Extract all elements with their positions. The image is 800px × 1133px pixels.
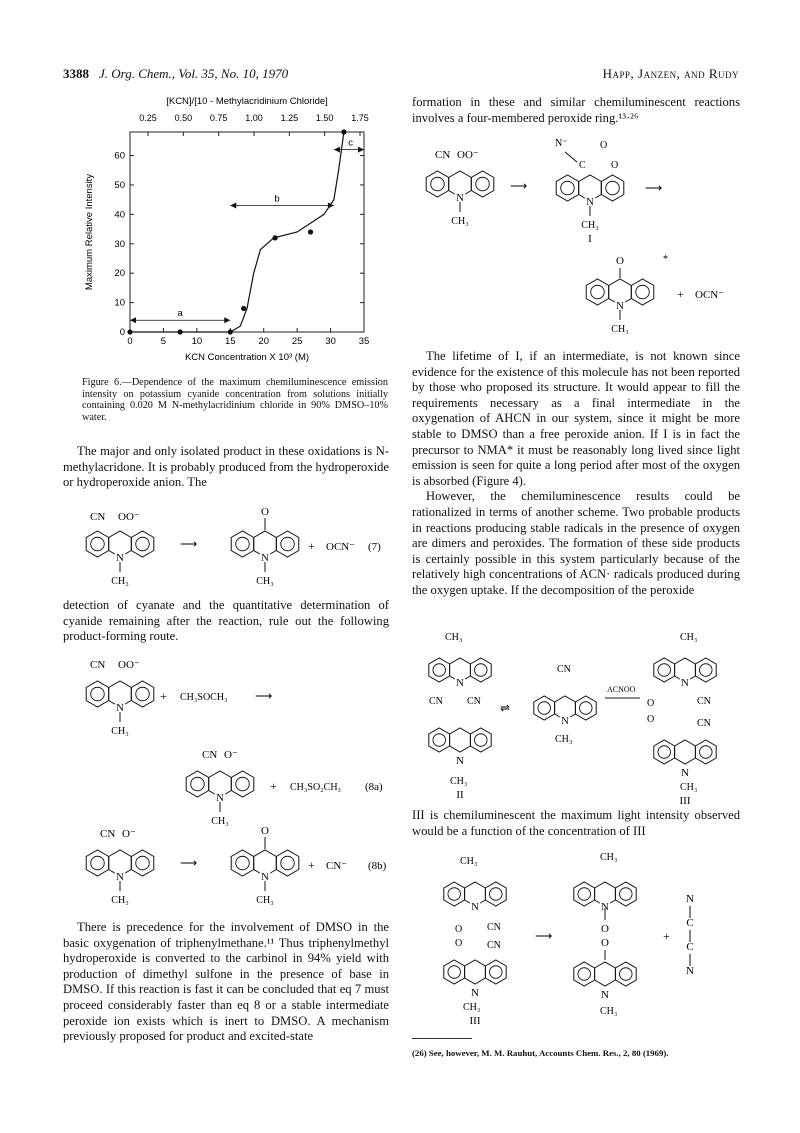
cyanide-label: CN⁻ <box>326 860 348 872</box>
paragraph: The major and only isolated product in these oxidations is N-methylacridone. It is probably produced from the hydroperoxide or hydroperoxide anion. The <box>63 444 389 490</box>
x-tick-label: 20 <box>258 336 270 347</box>
y-tick-label: 40 <box>114 209 125 221</box>
cn-label: CN <box>487 922 501 933</box>
ring <box>186 771 209 797</box>
y-tick-label: 10 <box>114 297 125 309</box>
arrow-head <box>130 317 136 323</box>
paragraph: detection of cyanate and the quantitative determination of cyanide remaining after the reaction, rule out the following product-forming route. <box>63 598 389 644</box>
n-minus-label: N⁻ <box>555 138 568 149</box>
page-number: 3388 <box>63 66 89 81</box>
aromatic-circle <box>538 702 550 714</box>
cn-label: CN <box>90 511 106 523</box>
cyanogen-atom: N <box>686 965 694 977</box>
cn-label: CN <box>487 940 501 951</box>
methyl-label: CH₃ <box>680 632 698 643</box>
data-point <box>127 329 132 334</box>
oxygen-label: O <box>601 937 609 949</box>
oxygen-label: O <box>616 255 624 267</box>
ring <box>556 175 579 201</box>
methyl-label: CH₃ <box>111 895 129 906</box>
nitrogen-label: N <box>616 300 624 312</box>
author-header: Happ, Janzen, and Rudy <box>602 66 739 81</box>
ring <box>429 728 450 752</box>
ring <box>444 882 465 906</box>
equation-number: (8b) <box>368 860 387 872</box>
methyl-label: CH₃ <box>555 734 573 745</box>
cn-label: CN <box>697 696 711 707</box>
oxygen-label: O <box>261 825 269 837</box>
aromatic-circle <box>236 777 250 791</box>
left-para-1 <box>63 444 389 491</box>
equation-7 <box>60 506 400 591</box>
cyanate-label: OCN⁻ <box>695 289 725 301</box>
aromatic-circle <box>580 702 592 714</box>
ring <box>131 681 154 707</box>
methyl-label: CH₃ <box>600 852 618 863</box>
oxygen-label: O <box>261 506 269 518</box>
aromatic-circle <box>236 537 250 551</box>
range-label: c <box>348 137 354 149</box>
aromatic-circle <box>433 664 445 676</box>
reaction-arrow: ⟶ <box>255 689 273 703</box>
x-axis-label: KCN Concentration X 10³ (M) <box>184 352 310 363</box>
peroxide-label: OO⁻ <box>118 659 140 671</box>
compound-label: III <box>679 795 691 807</box>
ring <box>426 171 449 197</box>
journal-citation: J. Org. Chem., Vol. 35, No. 10, 1970 <box>99 66 289 81</box>
nitrogen-label: N <box>116 552 124 564</box>
ring <box>470 658 491 682</box>
top-tick-label: 1.50 <box>315 113 334 123</box>
oxygen-label: O <box>647 714 655 725</box>
ring <box>615 962 636 986</box>
ring <box>485 882 506 906</box>
top-tick-label: 1.25 <box>280 113 299 123</box>
cn-label: CN <box>100 828 116 840</box>
ring <box>429 658 450 682</box>
nitrogen-label: N <box>216 792 224 804</box>
equilibrium-arrow: ⇌ <box>500 701 511 715</box>
plus-sign: + <box>677 287 684 301</box>
cn-label: CN <box>435 149 451 161</box>
y-tick-label: 50 <box>114 179 125 191</box>
right-para-1 <box>412 95 740 126</box>
methyl-label: CH₃ <box>256 576 274 587</box>
range-label: b <box>274 193 280 205</box>
aromatic-circle <box>620 968 632 980</box>
ring <box>654 658 675 682</box>
arrow-head <box>230 203 236 209</box>
ring <box>276 531 299 557</box>
sulfone-label: CH₃SO₂CH₃ <box>290 782 342 793</box>
top-tick-label: 0.75 <box>209 113 228 123</box>
ring <box>231 531 254 557</box>
ring <box>675 740 696 764</box>
nitrogen-label: N <box>681 677 689 689</box>
running-header <box>63 66 739 86</box>
data-point <box>308 229 313 234</box>
nitrogen-label: N <box>601 901 609 913</box>
aromatic-circle <box>658 746 670 758</box>
oxide-label: O⁻ <box>122 828 136 840</box>
ring <box>231 850 254 876</box>
compound-label: I <box>588 233 592 245</box>
data-point <box>228 329 233 334</box>
aromatic-circle <box>136 537 150 551</box>
oxygen-label: O <box>455 938 463 949</box>
methyl-label: CH₃ <box>211 816 229 827</box>
ring <box>86 850 109 876</box>
compound-label: II <box>456 789 464 801</box>
ring <box>465 960 486 984</box>
aromatic-circle <box>191 777 205 791</box>
methyl-label: CH₃ <box>256 895 274 906</box>
ring <box>595 962 616 986</box>
dmso-label: CH₃SOCH₃ <box>180 692 228 703</box>
ring <box>586 279 609 305</box>
aromatic-circle <box>591 285 605 299</box>
left-para-2 <box>63 598 389 645</box>
ring <box>695 740 716 764</box>
ring <box>450 728 471 752</box>
y-tick-label: 0 <box>119 327 125 338</box>
aromatic-circle <box>136 856 150 870</box>
arrow-head <box>224 317 230 323</box>
oxygen-label: O <box>647 698 655 709</box>
triple-bond <box>565 152 577 162</box>
ring <box>276 850 299 876</box>
aromatic-circle <box>431 177 445 191</box>
oxygen-label: O <box>601 923 609 935</box>
aromatic-circle <box>636 285 650 299</box>
nitrogen-label: N <box>456 192 464 204</box>
data-point <box>178 329 183 334</box>
plus-sign: + <box>308 539 315 553</box>
footnote: (26) See, however, M. M. Rauhut, Accounts Chem. Res., 2, 80 (1969). <box>412 1048 669 1058</box>
right-para-4 <box>412 808 740 839</box>
nitrogen-label: N <box>456 755 464 767</box>
paragraph: However, the chemiluminescence results could be rationalized in terms of another scheme. Two probable products in reactions producing stable radicals in the presence of oxygen are dimers and peroxides. The formation of these side products is certainly possible in this system particularly because of the relatively high concentrations of ACN· radicals produced during the oxygen uptake. If the decomposition of the peroxide <box>412 489 740 597</box>
ring <box>574 962 595 986</box>
methyl-label: CH₃ <box>445 632 463 643</box>
top-tick-label: 0.25 <box>139 113 157 123</box>
paragraph: III is chemiluminescent the maximum light intensity observed would be a function of the concentration of III <box>412 808 740 838</box>
scheme-dimer-peroxide <box>405 630 745 810</box>
cn-label: CN <box>90 659 106 671</box>
acnoo-label: ACNOO <box>607 685 636 694</box>
y-tick-label: 30 <box>114 238 125 250</box>
aromatic-circle <box>475 734 487 746</box>
methyl-label: CH₃ <box>111 726 129 737</box>
ring <box>485 960 506 984</box>
nitrogen-label: N <box>601 989 609 1001</box>
methyl-label: CH₃ <box>581 220 599 231</box>
aromatic-circle <box>578 888 590 900</box>
left-para-3 <box>63 920 389 1045</box>
aromatic-circle <box>91 687 105 701</box>
nitrogen-label: N <box>561 715 569 727</box>
oxygen-label: O <box>455 924 463 935</box>
top-tick-label: 1.00 <box>245 113 263 123</box>
cn-label: CN <box>467 696 481 707</box>
oxygen-label: O <box>611 160 619 171</box>
methyl-label: CH₃ <box>111 576 129 587</box>
y-axis-label: Maximum Relative Intensity <box>84 173 95 291</box>
reaction-arrow: ⟶ <box>645 181 663 195</box>
y-tick-label: 60 <box>114 150 125 162</box>
compound-label: III <box>469 1015 481 1027</box>
figure-caption: Figure 6.—Dependence of the maximum chemiluminescence emission intensity on potassium cyanide concentration from solutions initially containing 0.020 M N-methylacridinium chloride in 90% DMSO–10% water. <box>82 377 388 423</box>
footnote-rule <box>412 1038 472 1039</box>
aromatic-circle <box>620 888 632 900</box>
equation-number: (8a) <box>365 781 383 793</box>
x-tick-label: 15 <box>224 336 236 347</box>
data-point <box>272 235 277 240</box>
oxide-label: O⁻ <box>224 749 238 761</box>
ring <box>131 531 154 557</box>
arrow-head <box>334 147 340 153</box>
x-tick-label: 0 <box>127 336 133 347</box>
aromatic-circle <box>476 177 490 191</box>
ring <box>471 171 494 197</box>
cyanate-label: OCN⁻ <box>326 541 356 553</box>
methyl-label: CH₃ <box>463 1002 481 1013</box>
aromatic-circle <box>433 734 445 746</box>
nitrogen-label: N <box>261 552 269 564</box>
peroxide-label: OO⁻ <box>118 511 140 523</box>
cn-label: CN <box>557 664 571 675</box>
reaction-arrow: ⟶ <box>180 537 198 551</box>
x-tick-label: 5 <box>160 336 167 347</box>
aromatic-circle <box>658 664 670 676</box>
methyl-label: CH₃ <box>450 776 468 787</box>
plus-sign: + <box>663 929 670 943</box>
reaction-arrow: ⟶ <box>180 856 198 870</box>
peroxide-label: OO⁻ <box>457 149 479 161</box>
ring <box>631 279 654 305</box>
cn-label: CN <box>429 696 443 707</box>
aromatic-circle <box>700 664 712 676</box>
ring <box>86 531 109 557</box>
equation-8a <box>60 650 400 840</box>
nitrogen-label: N <box>471 987 479 999</box>
reaction-arrow: ⟶ <box>510 179 528 193</box>
aromatic-circle <box>136 687 150 701</box>
ring <box>654 740 675 764</box>
aromatic-circle <box>606 181 620 195</box>
paragraph: formation in these and similar chemiluminescent reactions involves a four-membered peroxide ring.¹³·²⁶ <box>412 95 740 125</box>
nitrogen-label: N <box>471 901 479 913</box>
aromatic-circle <box>561 181 575 195</box>
cn-label: CN <box>202 749 218 761</box>
x-tick-label: 10 <box>191 336 203 347</box>
scheme-four-membered-ring <box>405 132 745 357</box>
data-point <box>341 129 346 134</box>
cyanogen-atom: N <box>686 893 694 905</box>
aromatic-circle <box>448 888 460 900</box>
aromatic-circle <box>91 537 105 551</box>
top-tick-label: 1.75 <box>351 113 369 123</box>
methyl-label: CH₃ <box>611 324 629 335</box>
nitrogen-label: N <box>681 767 689 779</box>
paragraph: There is precedence for the involvement of DMSO in the basic oxygenation of triphenylmethane.¹¹ Thus triphenylmethyl hydroperoxide is converted to the carbinol in 94% yield with production of dimethyl sulfone in the presence of base in DMSO. If this reaction is fast it can be concluded that eq 7 must proceed considerably faster than eq 8 or a stable intermediate peroxide ion exists which is inert to DMSO. A mechanism previously proposed for product and excited-state <box>63 920 389 1044</box>
x-tick-label: 30 <box>325 336 336 347</box>
nitrogen-label: N <box>586 196 594 208</box>
aromatic-circle <box>448 966 460 978</box>
nitrogen-label: N <box>456 677 464 689</box>
right-para-2 <box>412 349 740 599</box>
ring <box>470 728 491 752</box>
cyanogen-atom: C <box>686 941 694 953</box>
ring <box>444 960 465 984</box>
top-axis-label: [KCN]/[10 - Methylacridinium Chloride] <box>166 96 328 107</box>
plus-sign: + <box>160 689 167 703</box>
methyl-label: CH₃ <box>680 782 698 793</box>
oxygen-label: O <box>600 140 608 151</box>
nitrogen-label: N <box>116 702 124 714</box>
x-tick-label: 35 <box>358 336 370 347</box>
cyanogen-atom: C <box>686 917 694 929</box>
methyl-label: CH₃ <box>600 1006 618 1017</box>
scheme-III-decomposition <box>405 848 745 1028</box>
aromatic-circle <box>91 856 105 870</box>
aromatic-circle <box>281 856 295 870</box>
asterisk: * <box>663 254 668 265</box>
methyl-label: CH₃ <box>460 856 478 867</box>
paragraph: The lifetime of I, if an intermediate, is not known since evidence for the existence of this molecule has not been reported by those who proposed its structure. It would appear to fill the requirements necessary as a final intermediate in the oxygenation of AHCN in our system, since it might be more stable to DMSO than a free peroxide anion. If I is in fact the precursor to NMA* it must be reasonably long lived since light emission is seen for quite a long period after most of the oxygen is absorbed (Figure 4). <box>412 349 740 488</box>
aromatic-circle <box>236 856 250 870</box>
ring <box>615 882 636 906</box>
plus-sign: + <box>308 858 315 872</box>
aromatic-circle <box>700 746 712 758</box>
aromatic-circle <box>475 664 487 676</box>
range-label: a <box>177 308 183 320</box>
plus-sign: + <box>270 779 277 793</box>
y-tick-label: 20 <box>114 268 125 280</box>
aromatic-circle <box>281 537 295 551</box>
aromatic-circle <box>578 968 590 980</box>
ring <box>534 696 555 720</box>
ring <box>695 658 716 682</box>
ring <box>131 850 154 876</box>
equation-8b <box>60 825 400 910</box>
ring <box>574 882 595 906</box>
nitrogen-label: N <box>116 871 124 883</box>
carbon-label: C <box>579 160 586 171</box>
methyl-label: CH₃ <box>451 216 469 227</box>
nitrogen-label: N <box>261 871 269 883</box>
arrow-head <box>358 147 364 153</box>
ring <box>86 681 109 707</box>
equation-number: (7) <box>368 541 381 553</box>
ring <box>575 696 596 720</box>
aromatic-circle <box>490 888 502 900</box>
top-tick-label: 0.50 <box>174 113 193 123</box>
reaction-arrow: ⟶ <box>535 929 553 943</box>
figure-6-chart <box>58 94 398 364</box>
ring <box>231 771 254 797</box>
x-tick-label: 25 <box>291 336 303 347</box>
aromatic-circle <box>490 966 502 978</box>
plot-frame <box>130 132 364 332</box>
ring <box>601 175 624 201</box>
cn-label: CN <box>697 718 711 729</box>
data-point <box>241 306 246 311</box>
